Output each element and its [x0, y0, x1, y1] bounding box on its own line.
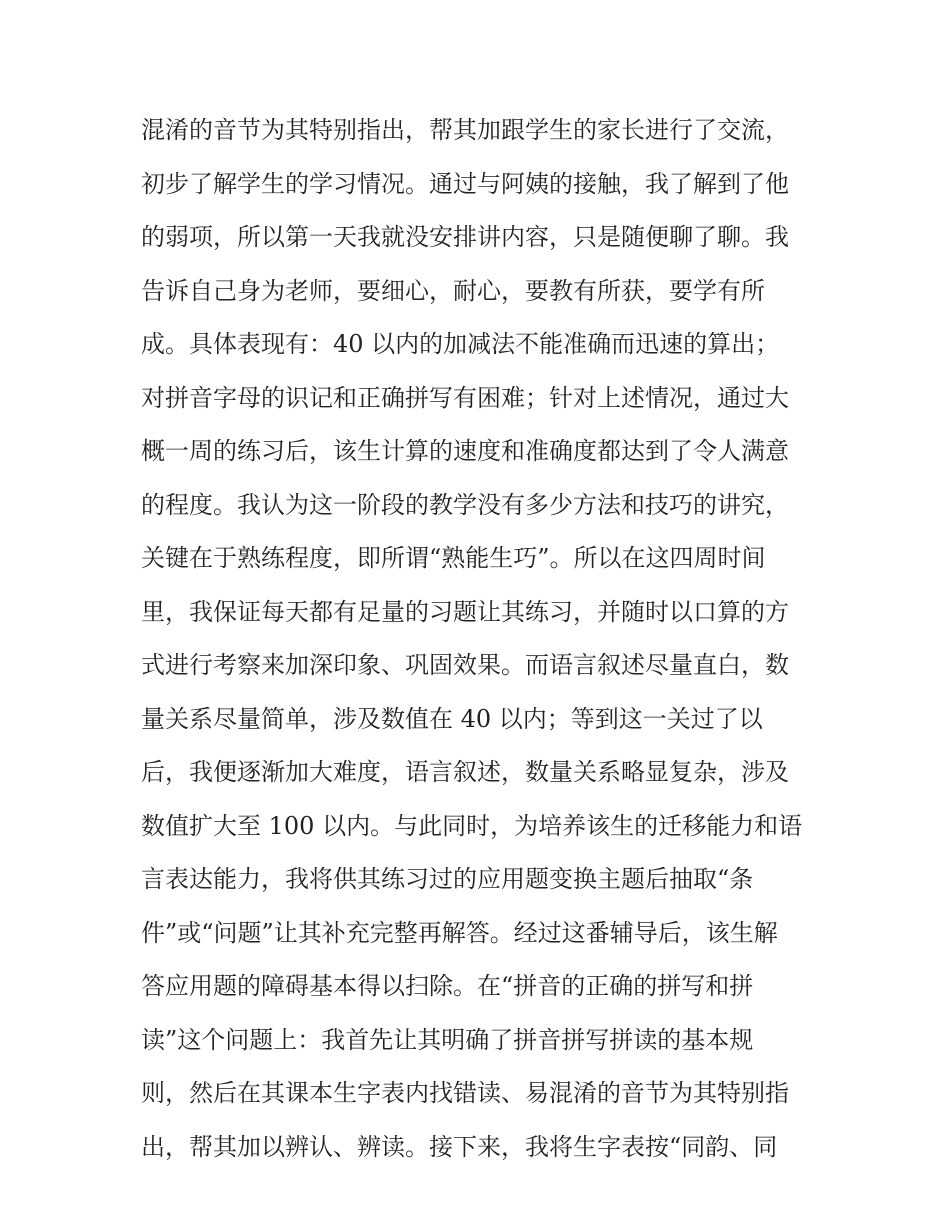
text-line: 里，我保证每天都有足量的习题让其练习，并随时以口算的方 — [141, 597, 789, 626]
text-line: 答应用题的障碍基本得以扫除。在“拼音的正确的拼写和拼 — [141, 972, 754, 1000]
text-line: 关键在于熟练程度，即所谓“熟能生巧”。所以在这四周时间 — [141, 544, 766, 572]
text-line: 出，帮其加以辨认、辨读。接下来，我将生字表按“同韵、同 — [141, 1132, 778, 1161]
text-line: 则，然后在其课本生字表内找错读、易混淆的音节为其特别指 — [141, 1079, 789, 1107]
body-text — [141, 104, 821, 1174]
text-line: 概一周的练习后，该生计算的速度和准确度都达到了令人满意 — [141, 437, 789, 465]
text-line: 件”或“问题”让其补充完整再解答。经过这番辅导后，该生解 — [141, 918, 778, 947]
text-line: 量关系尽量简单，涉及数值在 40 以内；等到这一关过了以 — [141, 704, 763, 733]
text-line: 后，我便逐渐加大难度，语言叙述，数量关系略显复杂，涉及 — [141, 758, 789, 786]
text-line: 初步了解学生的学习情况。通过与阿姨的接触，我了解到了他 — [141, 169, 789, 198]
text-line: 告诉自己身为老师，要细心，耐心，要教有所获，要学有所 — [141, 276, 765, 305]
text-line: 言表达能力，我将供其练习过的应用题变换主题后抽取“条 — [141, 865, 754, 893]
text-line: 数值扩大至 100 以内。与此同时，为培养该生的迁移能力和语 — [141, 811, 803, 840]
text-line: 对拼音字母的识记和正确拼写有困难；针对上述情况，通过大 — [141, 383, 789, 412]
text-line: 混淆的音节为其特别指出，帮其加跟学生的家长进行了交流， — [141, 116, 789, 144]
text-line: 读”这个问题上：我首先让其明确了拼音拼写拼读的基本规 — [141, 1025, 754, 1054]
text-line: 的弱项，所以第一天我就没安排讲内容，只是随便聊了聊。我 — [141, 223, 789, 251]
text-line: 成。具体表现有：40 以内的加减法不能准确而迅速的算出； — [141, 330, 780, 358]
text-line: 式进行考察来加深印象、巩固效果。而语言叙述尽量直白，数 — [141, 651, 789, 679]
text-line: 的程度。我认为这一阶段的教学没有多少方法和技巧的讲究， — [141, 490, 789, 519]
